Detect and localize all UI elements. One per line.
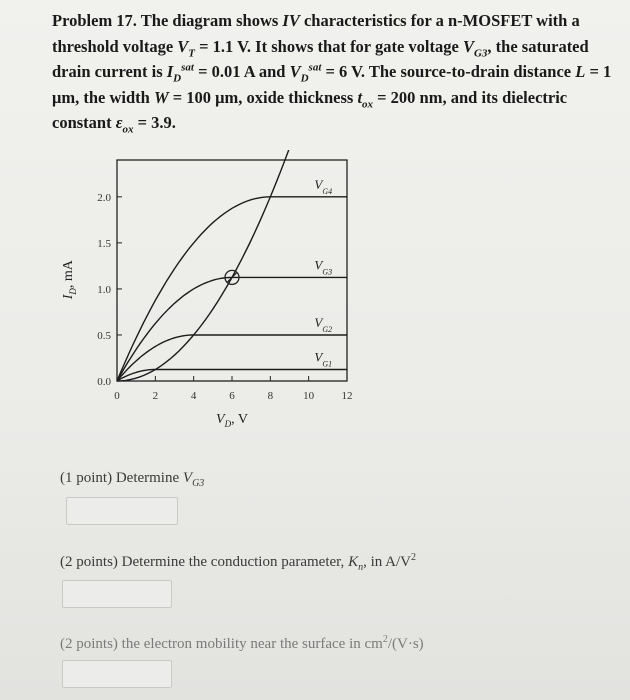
iv-curve-g3 — [117, 277, 347, 381]
question-3: (2 points) the electron mobility near the surface in $cm^2/(V\cdot s)$ — [60, 634, 424, 652]
problem-number: Problem 17. — [52, 11, 137, 30]
answer-input-3[interactable] — [62, 660, 172, 688]
series-label-g1: $V_{G1}$ — [314, 349, 333, 369]
y-tick-label: 0.0 — [97, 376, 111, 388]
iv-chart — [60, 150, 420, 450]
answer-input-2[interactable] — [62, 580, 172, 608]
x-tick-label: 6 — [229, 390, 235, 402]
series-label-g3: $V_{G3}$ — [314, 257, 333, 277]
iv-curve-g2 — [117, 335, 347, 381]
series-label-g4: $V_{G4}$ — [314, 176, 333, 196]
iv-curve-g4 — [117, 197, 347, 381]
problem-statement: Problem 17. The diagram shows IV characteristics for a n-MOSFET with a threshold voltage $V_T = 1.1$ V. It shows that for gate voltage $V_{G3}$, the saturated drain current is $I_D^{sat} = 0.01$ A and $V_D^{sat} = 6$ V. The source-to-drain distance L = 1 μm, the width W = 100 μm, oxide thickness $t_{ox} = 200$ nm, and its dielectric constant $\varepsilon_{ox} = 3.9$. — [52, 11, 612, 136]
x-tick-label: 10 — [303, 390, 315, 402]
x-tick-label: 4 — [190, 390, 197, 402]
x-axis-label: $V_D$, V — [216, 412, 248, 429]
question-1: (1 point) Determine $V_{G3}$ — [60, 470, 205, 489]
saturation-boundary-curve — [117, 150, 293, 381]
y-tick-label: 0.5 — [97, 329, 111, 342]
y-tick-label: 1.0 — [97, 283, 111, 296]
question-2: (2 points) Determine the conduction parameter, $K_n$, in $A/V^2$ — [60, 552, 417, 573]
y-axis-label: $I_D$, mA — [61, 260, 78, 300]
y-tick-label: 1.5 — [97, 237, 111, 250]
x-tick-label: 2 — [152, 390, 159, 402]
x-tick-label: 0 — [114, 390, 120, 402]
series-label-g2: $V_{G2}$ — [314, 314, 333, 334]
iv-chart-svg — [60, 150, 420, 450]
y-tick-label: 2.0 — [97, 191, 111, 204]
x-tick-label: 8 — [267, 390, 274, 402]
answer-input-1[interactable] — [66, 497, 178, 525]
x-tick-label: 12 — [341, 390, 353, 402]
